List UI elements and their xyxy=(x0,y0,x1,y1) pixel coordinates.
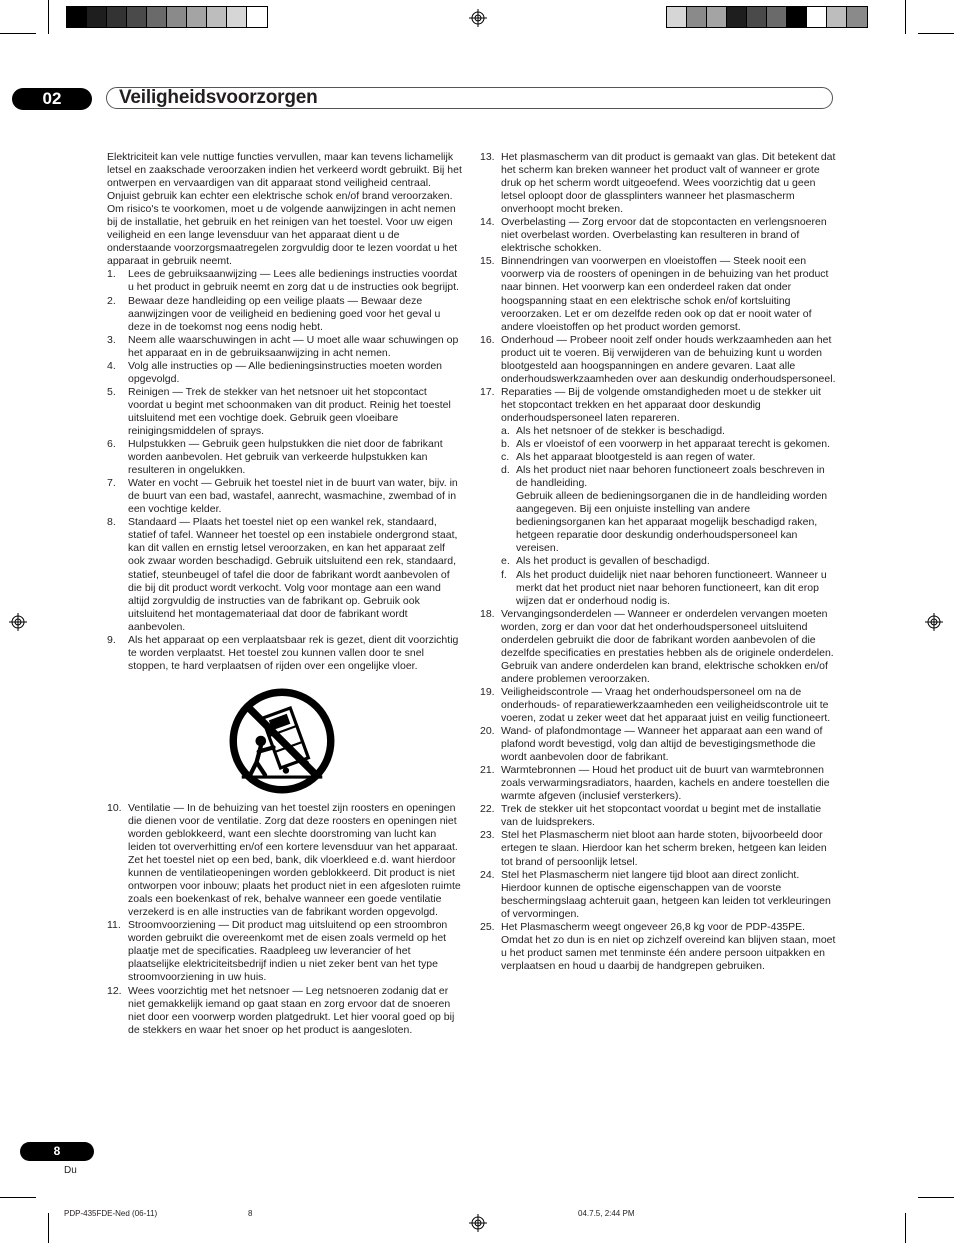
color-swatch xyxy=(667,7,687,27)
list-item xyxy=(107,386,462,438)
color-swatch xyxy=(207,7,227,27)
list-item-text: Als er vloeistof of een voorwerp in het apparaat terecht is gekomen. xyxy=(516,438,831,451)
color-swatch xyxy=(167,7,187,27)
cart-tip-over-warning-icon xyxy=(229,688,335,794)
sub-list-item xyxy=(501,569,838,608)
page-title-bar xyxy=(106,87,833,109)
right-column xyxy=(480,151,838,973)
subitem-note: Gebruik alleen de bedieningsorganen die in de handleiding worden aangegeven. Bij een onjuiste instelling van andere bedieningsorganen kan het apparaat mogelijk beschadigd raken, hetgeen reparatie door deskundig onderhoudspersoneel kan vereisen. xyxy=(516,490,828,555)
crop-mark xyxy=(905,1213,906,1243)
list-item xyxy=(480,725,838,764)
list-item xyxy=(480,869,838,921)
color-swatch xyxy=(247,7,267,27)
list-item xyxy=(107,477,462,516)
color-swatch xyxy=(187,7,207,27)
list-item-text: Warmtebronnen — Houd het product uit de buurt van warmtebronnen zoals verwarmingsradiators, haarden, kachels en andere toestellen die warmte afgeven (inclusief versterkers). xyxy=(501,764,830,803)
color-swatch xyxy=(747,7,767,27)
list-item-number: 20. xyxy=(480,725,495,738)
list-item xyxy=(480,334,838,386)
crop-mark xyxy=(48,1213,49,1243)
crop-mark xyxy=(48,0,49,34)
list-item-text: Vervangingsonderdelen — Wanneer er onderdelen vervangen moeten worden, zorg er dan voor dat het onderhoudspersoneel uitsluitend onderdelen gebruikt die door de fabrikant worden aanbevolen of die dezelfde specificaties en prestaties hebben als de originele onderdelen. Gebruik van andere onderdelen kan brand, elektrische schokken en/of andere problemen veroorzaken. xyxy=(501,607,834,685)
registration-mark-icon xyxy=(469,1214,487,1232)
list-item-number: 25. xyxy=(480,920,495,933)
list-item-number: c. xyxy=(501,451,510,464)
crop-mark xyxy=(918,33,954,34)
list-item-number: f. xyxy=(501,568,507,581)
list-item-text: Onderhoud — Probeer nooit zelf onder houds werkzaamheden aan het product uit te voeren. Bij verwijderen van de behuizing kunt u worden blootgesteld aan hoogspanningen en andere gevaren. Laat alle onderhoudswerkzaamheden over aan deskundig onderhoudspersoneel. xyxy=(501,333,836,385)
list-item-text: Overbelasting — Zorg ervoor dat de stopcontacten en verlengsnoeren niet overbelast worden. Overbelasting kan resulteren in brand of elektrische schokken. xyxy=(501,216,827,255)
color-swatch xyxy=(727,7,747,27)
list-item xyxy=(107,802,462,919)
list-item xyxy=(107,919,462,984)
color-swatch xyxy=(147,7,167,27)
color-swatch xyxy=(847,7,867,27)
color-swatch xyxy=(227,7,247,27)
sub-list-item xyxy=(501,438,838,451)
list-item-number: 7. xyxy=(107,477,116,490)
list-item-text: Reinigen — Trek de stekker van het netsnoer uit het stopcontact voordat u begint met schoonmaken van dit product. Reinig het toestel uitsluitend met een vochtige doek. Gebruik geen vloeibare reinigingsmiddelen of sprays. xyxy=(128,385,451,437)
list-item-number: b. xyxy=(501,438,510,451)
list-item-number: 16. xyxy=(480,333,495,346)
list-item-text: Als het product niet naar behoren functioneert zoals beschreven in de handleiding. xyxy=(516,464,825,490)
list-item-text: Bewaar deze handleiding op een veilige plaats — Bewaar deze aanwijzingen voor de veiligheid en bediening goed voor het geval u deze in de toekomst nog eens nodig hebt. xyxy=(128,294,441,333)
list-item-number: 9. xyxy=(107,633,116,646)
color-swatch xyxy=(127,7,147,27)
list-item-number: 2. xyxy=(107,294,116,307)
list-item-number: 3. xyxy=(107,333,116,346)
color-swatch xyxy=(87,7,107,27)
color-swatch xyxy=(107,7,127,27)
crop-mark xyxy=(0,33,36,34)
registration-mark-icon xyxy=(9,613,27,631)
footer-file-name: PDP-435FDE-Ned (06-11) xyxy=(64,1209,158,1218)
list-item-number: 6. xyxy=(107,438,116,451)
repair-conditions-list-continued xyxy=(480,555,838,607)
list-item-text: Als het product is gevallen of beschadigd. xyxy=(516,555,710,568)
color-swatch xyxy=(787,7,807,27)
list-item-number: 11. xyxy=(107,919,121,932)
list-item-number: 14. xyxy=(480,216,495,229)
sub-list-item xyxy=(501,555,838,568)
safety-list-right xyxy=(480,151,838,425)
list-item-number: a. xyxy=(501,424,510,437)
list-item xyxy=(107,334,462,360)
list-item-text: Lees de gebruiksaanwijzing — Lees alle bedienings instructies voordat u het product in gebruik neemt en zorg dat u de instructies ook begrijpt. xyxy=(128,268,459,294)
repair-conditions-list xyxy=(480,425,838,490)
list-item-text: Stel het Plasmascherm niet langere tijd bloot aan direct zonlicht. Hierdoor kunnen de optische eigenschappen van de voorste beschermingslaag achteruit gaan, hetgeen kan leiden tot verkleuringen of vervormingen. xyxy=(501,868,831,920)
list-item-number: e. xyxy=(501,555,510,568)
list-item xyxy=(480,255,838,333)
footer-timestamp: 04.7.5, 2:44 PM xyxy=(578,1209,635,1218)
page-title: Veiligheidsvoorzorgen xyxy=(119,87,318,108)
list-item-number: 13. xyxy=(480,151,495,163)
list-item-text: Als het product duidelijk niet naar behoren functioneert. Wanneer u merkt dat het product niet naar behoren functioneert, kan dit erop wijzen dat er onderhoud nodig is. xyxy=(516,568,827,607)
color-swatch-strip-left xyxy=(66,6,268,28)
list-item-text: Reparaties — Bij de volgende omstandigheden moet u de stekker uit het stopcontact trekken en het apparaat door deskundig onderhoudspersoneel laten repareren. xyxy=(501,385,821,424)
safety-list-right-continued xyxy=(480,608,838,973)
list-item-text: Veiligheidscontrole — Vraag het onderhoudspersoneel om na de onderhouds- of reparatiewerkzaamheden een veiligheidscontrole uit te voeren, zodat u zeker weet dat het apparaat juist en veilig functioneert. xyxy=(501,685,831,725)
list-item xyxy=(480,764,838,803)
list-item-text: Wand- of plafondmontage — Wanneer het apparaat aan een wand of plafond wordt bevestigd, volg dan altijd de bevestigingsmethode die wordt aanbevolen door de fabrikant. xyxy=(501,725,823,764)
list-item xyxy=(480,151,838,216)
list-item xyxy=(107,268,462,294)
list-item xyxy=(107,516,462,633)
color-swatch-strip-right xyxy=(666,6,868,28)
sub-list-item xyxy=(501,425,838,438)
list-item-number: 8. xyxy=(107,516,116,529)
intro-paragraph: Elektriciteit kan vele nuttige functies vervullen, maar kan tevens lichamelijk letsel en zaakschade veroorzaken indien het verkeerd wordt gebruikt. Bij het ontwerpen en vervaardigen van dit apparaat stond veiligheid centraal. Onjuist gebruik kan echter een elektrische schok en/of brand veroorzaken. Om risico's te voorkomen, moet u de volgende aanwijzingen in acht nemen bij de installatie, het gebruik en het reinigen van het toestel. Voor uw eigen veiligheid en een lange levensduur van het apparaat dient u de onderstaande voorzorgsmaatregelen zorgvuldig door te lezen voordat u het apparaat in gebruik neemt. xyxy=(107,151,462,268)
registration-mark-icon xyxy=(469,9,487,27)
list-item-number: 18. xyxy=(480,607,495,620)
color-swatch xyxy=(687,7,707,27)
list-item xyxy=(480,921,838,973)
list-item-text: Water en vocht — Gebruik het toestel niet in de buurt van water, bijv. in de buurt van een bad, wastafel, aanrecht, wasmachine, zwembad of in een vochtige kelder. xyxy=(128,477,458,516)
list-item-number: 4. xyxy=(107,359,116,372)
list-item-text: Hulpstukken — Gebruik geen hulpstukken die niet door de fabrikant worden aanbevolen. Het gebruik van verkeerde hulpstukken kan resulteren in ongelukken. xyxy=(128,438,443,477)
list-item xyxy=(107,438,462,477)
list-item-text: Als het apparaat op een verplaatsbaar rek is gezet, dient dit voorzichtig te worden verplaatst. Het toestel zou kunnen vallen door te snel stoppen, te hard verplaatsen of rijden over een ongelijke vloer. xyxy=(128,633,459,672)
color-swatch xyxy=(767,7,787,27)
list-item xyxy=(107,985,462,1037)
crop-mark xyxy=(918,1197,954,1198)
language-code: Du xyxy=(64,1165,77,1176)
list-item-number: 10. xyxy=(107,801,122,814)
list-item xyxy=(480,216,838,255)
footer-print-page: 8 xyxy=(248,1209,253,1218)
list-item-number: 12. xyxy=(107,984,122,997)
list-item-text: Trek de stekker uit het stopcontact voordat u begint met de installatie van de luidsprekers. xyxy=(501,803,822,829)
list-item-number: 22. xyxy=(480,803,495,816)
list-item-number: 21. xyxy=(480,764,495,777)
list-item-number: 23. xyxy=(480,829,495,842)
list-item xyxy=(480,803,838,829)
color-swatch xyxy=(67,7,87,27)
list-item-text: Het Plasmascherm weegt ongeveer 26,8 kg voor de PDP-435PE. Omdat het zo dun is en niet op zichzelf overeind kan blijven staan, moet u het product samen met tenminste één andere persoon uitpakken en verplaatsen en houd u daarbij de handgrepen gebruiken. xyxy=(501,920,836,972)
safety-list-continued xyxy=(107,802,462,1037)
left-column xyxy=(107,151,462,1037)
list-item-text: Het plasmascherm van dit product is gemaakt van glas. Dit betekent dat het scherm kan breken wanneer het product valt of wanneer er grote druk op het scherm wordt uitgeoefend. Wees voorzichtig dat u geen letsel oploopt door de glassplinters wanneer het plasmascherm onverhoopt mocht breken. xyxy=(501,151,836,216)
list-item-number: 19. xyxy=(480,685,495,698)
list-item xyxy=(107,360,462,386)
list-item-number: 1. xyxy=(107,268,116,281)
list-item-text: Stroomvoorziening — Dit product mag uitsluitend op een stroombron worden gebruikt die overeenkomt met de eisen zoals vermeld op het plaatje met de specificaties. Raadpleeg uw leverancier of het plaatselijke elektriciteitsbedrijf indien u niet zeker bent van het type stroomvoorziening in uw huis. xyxy=(128,919,448,984)
chapter-number-badge: 02 xyxy=(12,88,92,110)
page-number-badge: 8 xyxy=(20,1142,94,1161)
sub-list-item xyxy=(501,451,838,464)
safety-list xyxy=(107,268,462,672)
list-item xyxy=(480,386,838,425)
color-swatch xyxy=(807,7,827,27)
list-item-text: Volg alle instructies op — Alle bedieningsinstructies moeten worden opgevolgd. xyxy=(128,359,443,385)
list-item-number: 17. xyxy=(480,385,495,398)
list-item-text: Wees voorzichtig met het netsnoer — Leg netsnoeren zodanig dat er niet gemakkelijk iemand op gaat staan en zorg ervoor dat de snoeren niet door een voorwerp worden platgedrukt. Let hier vooral goed op bij de stekkers en waar het snoer op het product is aangesloten. xyxy=(128,984,455,1036)
registration-mark-icon xyxy=(925,613,943,631)
list-item-text: Standaard — Plaats het toestel niet op een wankel rek, standaard, statief of tafel. Wanneer het toestel op een instabiele ondergrond staat, kan dit vallen en ernstig letsel veroorzaken, en kan het apparaat zelf ook zwaar worden beschadigd. Gebruik uitsluitend een rek, standaard, statief, steunbeugel of tafel die door de fabrikant wordt aanbevolen of die bij dit product wordt verkocht. Volg voor montage aan een wand altijd zorgvuldig de instructies van de fabrikant op. Gebruik ook uitsluitend het montagemateriaal dat door de fabrikant wordt aanbevolen. xyxy=(128,516,458,633)
list-item xyxy=(480,829,838,868)
crop-mark xyxy=(0,1197,36,1198)
list-item xyxy=(480,608,838,686)
crop-mark xyxy=(905,0,906,34)
list-item-text: Binnendringen van voorwerpen en vloeistoffen — Steek nooit een voorwerp via de roosters of openingen in de behuizing van het product naar binnen. Het voorwerp kan een onderdeel raken dat onder hoogspanning staat en een elektrische schok en/of kortsluiting veroorzaken. Let er om dezelfde reden ook op dat er nooit water of andere vloeistoffen op het product worden gemorst. xyxy=(501,255,829,333)
list-item-number: 15. xyxy=(480,255,495,268)
list-item-text: Als het apparaat blootgesteld is aan regen of water. xyxy=(516,451,756,464)
color-swatch xyxy=(707,7,727,27)
color-swatch xyxy=(827,7,847,27)
list-item xyxy=(107,295,462,334)
list-item-text: Ventilatie — In de behuizing van het toestel zijn roosters en openingen die dienen voor de ventilatie. Zorg dat deze roosters en openingen niet worden geblokkeerd, want een slechte doorstroming van lucht kan leiden tot oververhitting en/of een kortere levensduur van het apparaat. Zet het toestel niet op een bed, bank, dik vloerkleed e.d. want hierdoor kunnen de ventilatieopeningen worden geblokkeerd. Dit product is niet ontworpen voor inbouw; plaats het product niet in een afgesloten ruimte zoals een boekenkast of rek, behalve wanneer een goede ventilatie verzekerd is en alle instructies van de fabrikant worden opgevolgd. xyxy=(128,801,461,919)
list-item xyxy=(107,634,462,673)
list-item-text: Stel het Plasmascherm niet bloot aan harde stoten, bijvoorbeeld door ertegen te slaan. Hierdoor kan het scherm breken, hetgeen kan leiden tot brand of persoonlijk letsel. xyxy=(501,829,827,868)
list-item xyxy=(480,686,838,725)
sub-list-item xyxy=(501,464,838,490)
list-item-number: 24. xyxy=(480,868,495,881)
list-item-text: Als het netsnoer of de stekker is beschadigd. xyxy=(516,424,725,437)
list-item-text: Neem alle waarschuwingen in acht — U moet alle waar schuwingen op het apparaat en in de gebruiksaanwijzing in acht nemen. xyxy=(128,333,459,359)
list-item-number: 5. xyxy=(107,385,116,398)
list-item-number: d. xyxy=(501,464,510,477)
